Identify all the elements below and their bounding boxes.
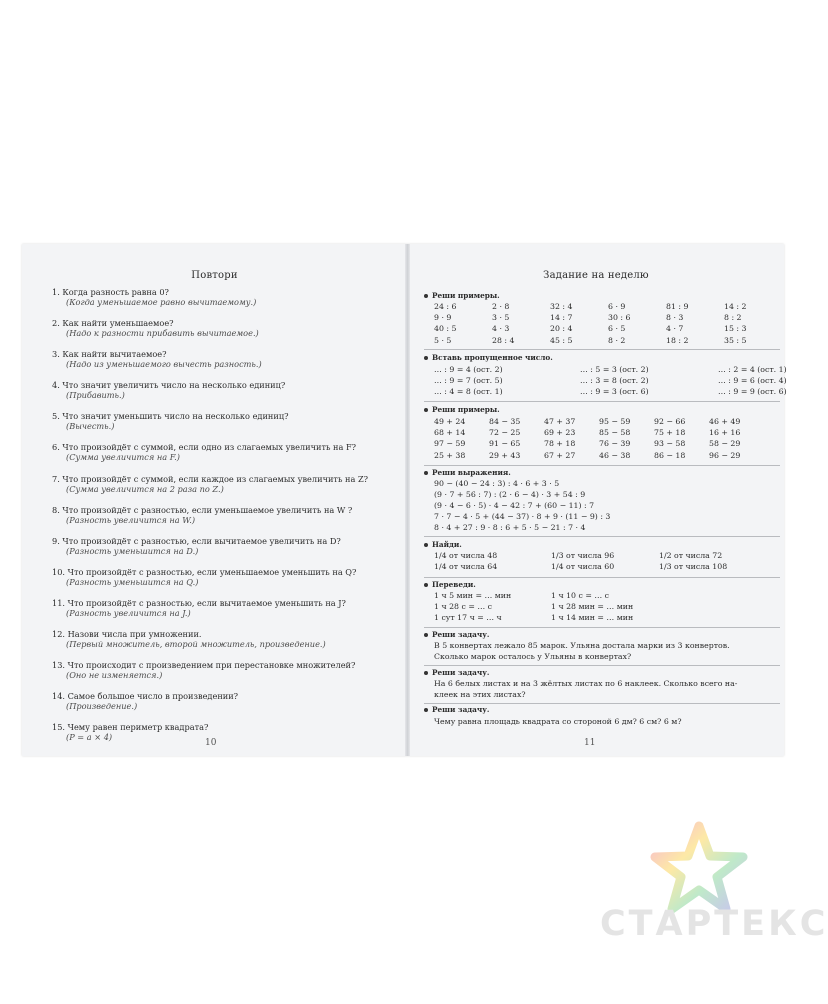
section-heading-text: Реши примеры. — [432, 405, 500, 414]
grid-cell: 86 − 18 — [654, 450, 686, 460]
grid-cell: 14 : 7 — [550, 313, 573, 323]
question-item — [52, 318, 392, 349]
question-text: 1. Когда разность равна 0? — [52, 287, 169, 297]
grid-row — [434, 386, 787, 397]
grid-cell: 8 : 2 — [724, 313, 742, 323]
section-divider — [424, 465, 780, 466]
answer-text: (Сумма увеличится на 2 раза по Z.) — [66, 483, 224, 494]
question-text: 12. Назови числа при умножении. — [52, 629, 202, 640]
bullet-icon — [424, 294, 428, 298]
section-heading-text: Реши задачу. — [432, 668, 490, 677]
grid-row — [434, 561, 727, 572]
answer-text: (Сумма увеличится на F.) — [66, 452, 180, 463]
section-heading-text: Реши выражения. — [432, 468, 511, 477]
grid-cell: 28 : 4 — [492, 335, 515, 345]
expression-line: 7 · 7 − 4 · 5 + (44 − 37) · 8 + 9 · (11 − 9) : 3 — [434, 512, 611, 521]
section-divider — [424, 577, 780, 578]
answer-text: (Разность увеличится на J.) — [66, 607, 191, 618]
grid-cell: 95 − 59 — [599, 417, 631, 427]
task-text-line: На 6 белых листах и на 3 жёлтых листах по 6 наклеек. Сколько всего на- — [434, 679, 738, 688]
answer-text: (Разность уменьшится на Q.) — [66, 576, 199, 587]
grid-row — [434, 427, 759, 438]
task-text-line: Сколько марок осталось у Ульяны в конвертах? — [434, 652, 632, 661]
section-heading — [424, 630, 489, 639]
grid-cell: 1 ч 10 с = … с — [551, 591, 609, 601]
question-item — [52, 349, 392, 380]
answer-text: (Первый множитель, второй множитель, произведение.) — [66, 639, 326, 650]
grid-cell: 45 : 5 — [550, 335, 573, 345]
grid-cell: 1/4 от числа 64 — [434, 562, 498, 572]
grid-cell: … : 5 = 3 (ост. 2) — [580, 365, 649, 375]
grid-cell: 72 − 25 — [489, 428, 521, 438]
grid-cell: 96 − 29 — [709, 450, 741, 460]
grid-cell: 92 − 66 — [654, 417, 686, 427]
question-text: 9. Что произойдёт с разностью, если вычитаемое увеличить на D? — [52, 535, 341, 546]
section-heading — [424, 668, 489, 677]
grid-cell: 6 · 5 — [608, 324, 626, 334]
grid-cell: 20 : 4 — [550, 324, 573, 334]
bullet-icon — [424, 543, 428, 547]
grid-cell: 91 − 65 — [489, 439, 521, 449]
grid-cell: 4 · 7 — [666, 324, 684, 334]
section-divider — [424, 665, 780, 666]
grid-cell: 5 · 5 — [434, 335, 452, 345]
grid-row — [434, 364, 787, 375]
grid-cell: 47 + 37 — [544, 417, 576, 427]
bullet-icon — [424, 408, 428, 412]
grid-cell: 40 : 5 — [434, 324, 457, 334]
question-item — [52, 567, 392, 598]
grid-cell: 30 : 6 — [608, 313, 631, 323]
grid-cell: 75 + 18 — [654, 428, 686, 438]
question-text: 7. Что произойдёт с суммой, если каждое из слагаемых увеличить на Z? — [52, 473, 369, 484]
bullet-icon — [424, 633, 428, 637]
grid-cell: 9 · 9 — [434, 313, 452, 323]
grid-cell: 15 : 3 — [724, 324, 747, 334]
section-divider — [424, 349, 780, 350]
section-heading — [424, 353, 553, 362]
question-text: 15. Чему равен периметр квадрата? — [52, 722, 209, 733]
question-item — [52, 691, 392, 722]
left-page-number: 10 — [205, 738, 217, 748]
grid-cell: 3 · 5 — [492, 313, 510, 323]
grid-cell: 46 + 49 — [709, 417, 741, 427]
grid-cell: 25 + 38 — [434, 450, 466, 460]
task-text-line: Чему равна площадь квадрата со стороной 6 дм? 6 см? 6 м? — [434, 717, 682, 726]
expression-line: (9 · 7 + 56 : 7) : (2 · 6 − 4) · 3 + 54 : 9 — [434, 490, 586, 499]
grid-cell: … : 9 = 9 (ост. 6) — [718, 387, 787, 397]
bullet-icon — [424, 471, 428, 475]
grid-cell: 14 : 2 — [724, 302, 747, 312]
fractions-grid — [434, 550, 727, 572]
grid-row — [434, 301, 774, 312]
answer-text: (Прибавить.) — [66, 390, 125, 401]
grid-cell: … : 9 = 6 (ост. 4) — [718, 376, 787, 386]
grid-cell: 46 − 38 — [599, 450, 631, 460]
section-divider — [424, 401, 780, 402]
grid-row — [434, 550, 727, 561]
task-text-line: клеек на этих листах? — [434, 690, 526, 699]
section-heading-text: Вставь пропущенное число. — [432, 353, 553, 362]
grid-cell: 49 + 24 — [434, 417, 466, 427]
grid-cell: 76 − 39 — [599, 439, 631, 449]
grid-cell: 58 − 29 — [709, 439, 741, 449]
grid-row — [434, 312, 774, 323]
question-text: 2. Как найти уменьшаемое? — [52, 318, 174, 329]
grid-row — [434, 416, 759, 427]
section-heading — [424, 291, 500, 300]
section-heading — [424, 705, 489, 714]
section-heading-text: Найди. — [432, 540, 462, 549]
question-item — [52, 411, 392, 442]
answer-text: (Разность уменьшится на D.) — [66, 545, 199, 556]
grid-cell: … : 9 = 4 (ост. 2) — [434, 365, 503, 375]
question-text: 11. Что произойдёт с разностью, если вычитаемое уменьшить на J? — [52, 597, 346, 608]
question-text: 8. Что произойдёт с разностью, если уменьшаемое увеличить на W ? — [52, 504, 353, 515]
bullet-icon — [424, 356, 428, 360]
question-item — [52, 598, 392, 629]
examples-grid-1 — [434, 301, 774, 346]
question-text: 13. Что происходит с произведением при перестановке множителей? — [52, 660, 356, 671]
grid-cell: 1/3 от числа 108 — [659, 562, 728, 572]
answer-text: (Произведение.) — [66, 701, 138, 712]
question-item — [52, 380, 392, 411]
grid-cell: 1/3 от числа 96 — [551, 551, 615, 561]
grid-cell: 1/2 от числа 72 — [659, 551, 723, 561]
section-heading-text: Реши задачу. — [432, 705, 490, 714]
question-text: 10. Что произойдёт с разностью, если уменьшаемое уменьшить на Q? — [52, 566, 357, 577]
grid-cell: 69 + 23 — [544, 428, 576, 438]
grid-cell: 4 · 3 — [492, 324, 510, 334]
grid-cell: 81 : 9 — [666, 302, 689, 312]
section-heading — [424, 580, 476, 589]
answer-text: (Когда уменьшаемое равно вычитаемому.) — [66, 297, 257, 307]
question-item — [52, 505, 392, 536]
answer-text: (Оно не изменяется.) — [66, 670, 163, 681]
grid-row — [434, 450, 759, 461]
grid-cell: 67 + 27 — [544, 450, 576, 460]
grid-cell: 1/4 от числа 60 — [551, 562, 615, 572]
left-page — [22, 244, 407, 756]
section-heading-text: Переведи. — [432, 580, 476, 589]
grid-cell: 78 + 18 — [544, 439, 576, 449]
question-text: 14. Самое большое число в произведении? — [52, 691, 239, 702]
grid-cell: 93 − 58 — [654, 439, 686, 449]
grid-row — [434, 612, 633, 623]
answer-text: (P = a × 4) — [66, 732, 113, 743]
grid-cell: … : 2 = 4 (ост. 1) — [718, 365, 787, 375]
grid-cell: 97 − 59 — [434, 439, 466, 449]
question-item — [52, 287, 392, 318]
question-item — [52, 474, 392, 505]
question-list — [52, 287, 392, 753]
grid-cell: 8 · 2 — [608, 335, 626, 345]
question-text: 5. Что значит уменьшить число на несколько единиц? — [52, 411, 289, 422]
grid-cell: 24 : 6 — [434, 302, 457, 312]
grid-cell: 1 сут 17 ч = … ч — [434, 613, 502, 623]
question-item — [52, 722, 392, 753]
grid-cell: 2 · 8 — [492, 302, 510, 312]
grid-cell: … : 3 = 8 (ост. 2) — [580, 376, 649, 386]
answer-text: (Разность увеличится на W.) — [66, 514, 196, 525]
bullet-icon — [424, 583, 428, 587]
expression-line: 8 · 4 + 27 : 9 · 8 : 6 + 5 · 5 − 21 : 7 · 4 — [434, 523, 586, 532]
grid-cell: 1 ч 14 мин = … мин — [551, 613, 634, 623]
section-heading — [424, 405, 500, 414]
grid-row — [434, 601, 633, 612]
question-item — [52, 536, 392, 567]
grid-cell: 32 : 4 — [550, 302, 573, 312]
grid-cell: 1 ч 28 с = … с — [434, 602, 492, 612]
star-logo-icon — [648, 820, 750, 916]
question-item — [52, 442, 392, 473]
section-divider — [424, 703, 780, 704]
right-page-number: 11 — [584, 738, 596, 748]
missing-number-grid — [434, 364, 787, 398]
section-heading — [424, 540, 462, 549]
left-page-title: Повтори — [191, 270, 238, 281]
grid-cell: 8 · 3 — [666, 313, 684, 323]
grid-row — [434, 323, 774, 334]
task-text-line: В 5 конвертах лежало 85 марок. Ульяна достала марки из 3 конвертов. — [434, 641, 730, 650]
section-divider — [424, 536, 780, 537]
section-heading-text: Реши задачу. — [432, 630, 490, 639]
grid-cell: … : 4 = 8 (ост. 1) — [434, 387, 503, 397]
grid-cell: … : 9 = 3 (ост. 6) — [580, 387, 649, 397]
grid-cell: 1 ч 28 мин = … мин — [551, 602, 634, 612]
grid-cell: 85 − 58 — [599, 428, 631, 438]
grid-row — [434, 375, 787, 386]
question-text: 6. Что произойдёт с суммой, если одно из слагаемых увеличить на F? — [52, 442, 357, 453]
answer-text: (Вычесть.) — [66, 421, 115, 432]
grid-row — [434, 590, 633, 601]
question-text: 4. Что значит увеличить число на несколько единиц? — [52, 380, 286, 391]
watermark-text: СТАРТЕКС — [600, 904, 828, 944]
answer-text: (Надо к разности прибавить вычитаемое.) — [66, 328, 259, 339]
section-heading-text: Реши примеры. — [432, 291, 500, 300]
answer-text: (Надо из уменьшаемого вычесть разность.) — [66, 359, 262, 370]
grid-row — [434, 438, 759, 449]
bullet-icon — [424, 671, 428, 675]
grid-cell: 35 : 5 — [724, 335, 747, 345]
examples-grid-2 — [434, 416, 759, 461]
right-page-title: Задание на неделю — [543, 270, 649, 281]
question-item — [52, 629, 392, 660]
grid-cell: 1 ч 5 мин = … мин — [434, 591, 512, 601]
grid-cell: 6 · 9 — [608, 302, 626, 312]
grid-cell: … : 9 = 7 (ост. 5) — [434, 376, 503, 386]
grid-cell: 68 + 14 — [434, 428, 466, 438]
question-text: 3. Как найти вычитаемое? — [52, 349, 167, 360]
grid-cell: 84 − 35 — [489, 417, 521, 427]
grid-cell: 18 : 2 — [666, 335, 689, 345]
grid-cell: 1/4 от числа 48 — [434, 551, 498, 561]
section-divider — [424, 627, 780, 628]
grid-row — [434, 335, 774, 346]
book-spread — [22, 244, 787, 756]
convert-grid — [434, 590, 633, 624]
expression-line: (9 · 4 − 6 · 5) · 4 − 42 : 7 + (60 − 11) : 7 — [434, 501, 595, 510]
right-page — [408, 244, 787, 756]
expression-line: 90 − (40 − 24 : 3) : 4 · 6 + 3 · 5 — [434, 479, 560, 488]
grid-cell: 16 + 16 — [709, 428, 741, 438]
grid-cell: 29 + 43 — [489, 450, 521, 460]
section-heading — [424, 468, 511, 477]
bullet-icon — [424, 708, 428, 712]
question-item — [52, 660, 392, 691]
